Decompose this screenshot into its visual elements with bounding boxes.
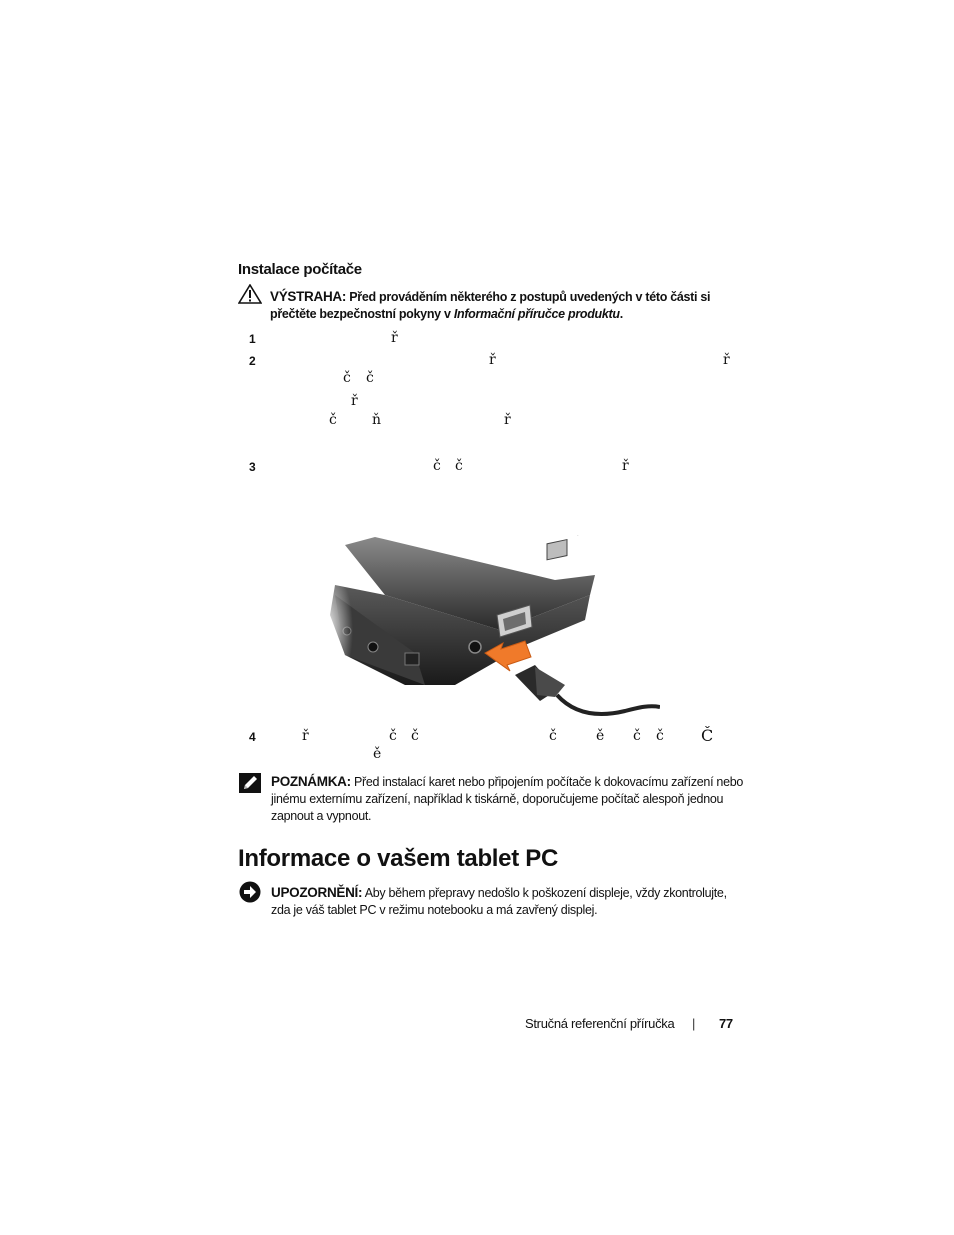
page-number: 77 [719,1016,733,1031]
warning-label: VÝSTRAHA: [270,289,347,304]
warning-block [270,288,740,323]
step-2-glyph: č [343,370,351,386]
warning-text-end: . [619,307,623,321]
product-guide-title: Informační příručce produktu [453,307,620,321]
step-4-glyph: č [411,728,419,744]
laptop-ac-adapter-illustration [325,535,660,730]
notice-label: UPOZORNĚNÍ: [271,885,363,900]
step-2-glyph: ř [489,352,496,368]
step-3-number: 3 [249,460,256,474]
note-line3: zapnout a vypnout. [271,809,372,823]
step-4-number: 4 [249,730,256,744]
step-2-glyph: ň [372,412,382,428]
note-label: POZNÁMKA: [271,774,351,789]
step-3-glyph: č [433,458,441,474]
notice-line2: zda je váš tablet PC v režimu notebooku a má zavřený displej. [271,903,598,917]
step-4-glyph: ě [373,746,382,762]
step-4-glyph: č [549,728,557,744]
section-title: Instalace počítače [238,261,362,278]
step-1-glyph: ř [391,330,398,346]
step-2-number: 2 [249,354,256,368]
page-heading: Informace o vašem tablet PC [238,845,559,872]
step-4-glyph: ř [302,728,309,744]
warning-icon [238,284,262,309]
note-line2: jinému externímu zařízení, například k tiskárně, doporučujeme počítač alespoň jednou [271,792,724,806]
notice-circle-arrow-icon [239,881,261,908]
step-2-glyph: č [366,370,374,386]
step-3-glyph: č [455,458,463,474]
step-4-glyph: č [656,728,664,744]
step-1-number: 1 [249,332,256,346]
note-block [271,773,751,825]
notice-line1: Aby během přepravy nedošlo k poškození displeje, vždy zkontrolujte, [364,886,727,900]
warning-text-line2: přečtěte bezpečnostní pokyny v [270,307,454,321]
pencil-note-icon [239,773,261,798]
footer-separator: | [692,1016,696,1031]
step-2-glyph: ř [723,352,730,368]
step-3-glyph: ř [622,458,629,474]
step-4-glyph: č [389,728,397,744]
step-2-glyph: ř [504,412,511,428]
footer-guide-title: Stručná referenční příručka [525,1016,675,1031]
step-4-glyph: Č [701,726,714,745]
step-2-glyph: ř [351,393,358,409]
warning-text-line1: Před prováděním některého z postupů uvedených v této části si [349,290,711,304]
notice-block [271,884,751,919]
note-line1: Před instalací karet nebo připojením počítače k dokovacímu zařízení nebo [353,775,744,789]
step-4-glyph: č [633,728,641,744]
step-2-glyph: č [329,412,337,428]
step-4-glyph: ě [596,728,605,744]
